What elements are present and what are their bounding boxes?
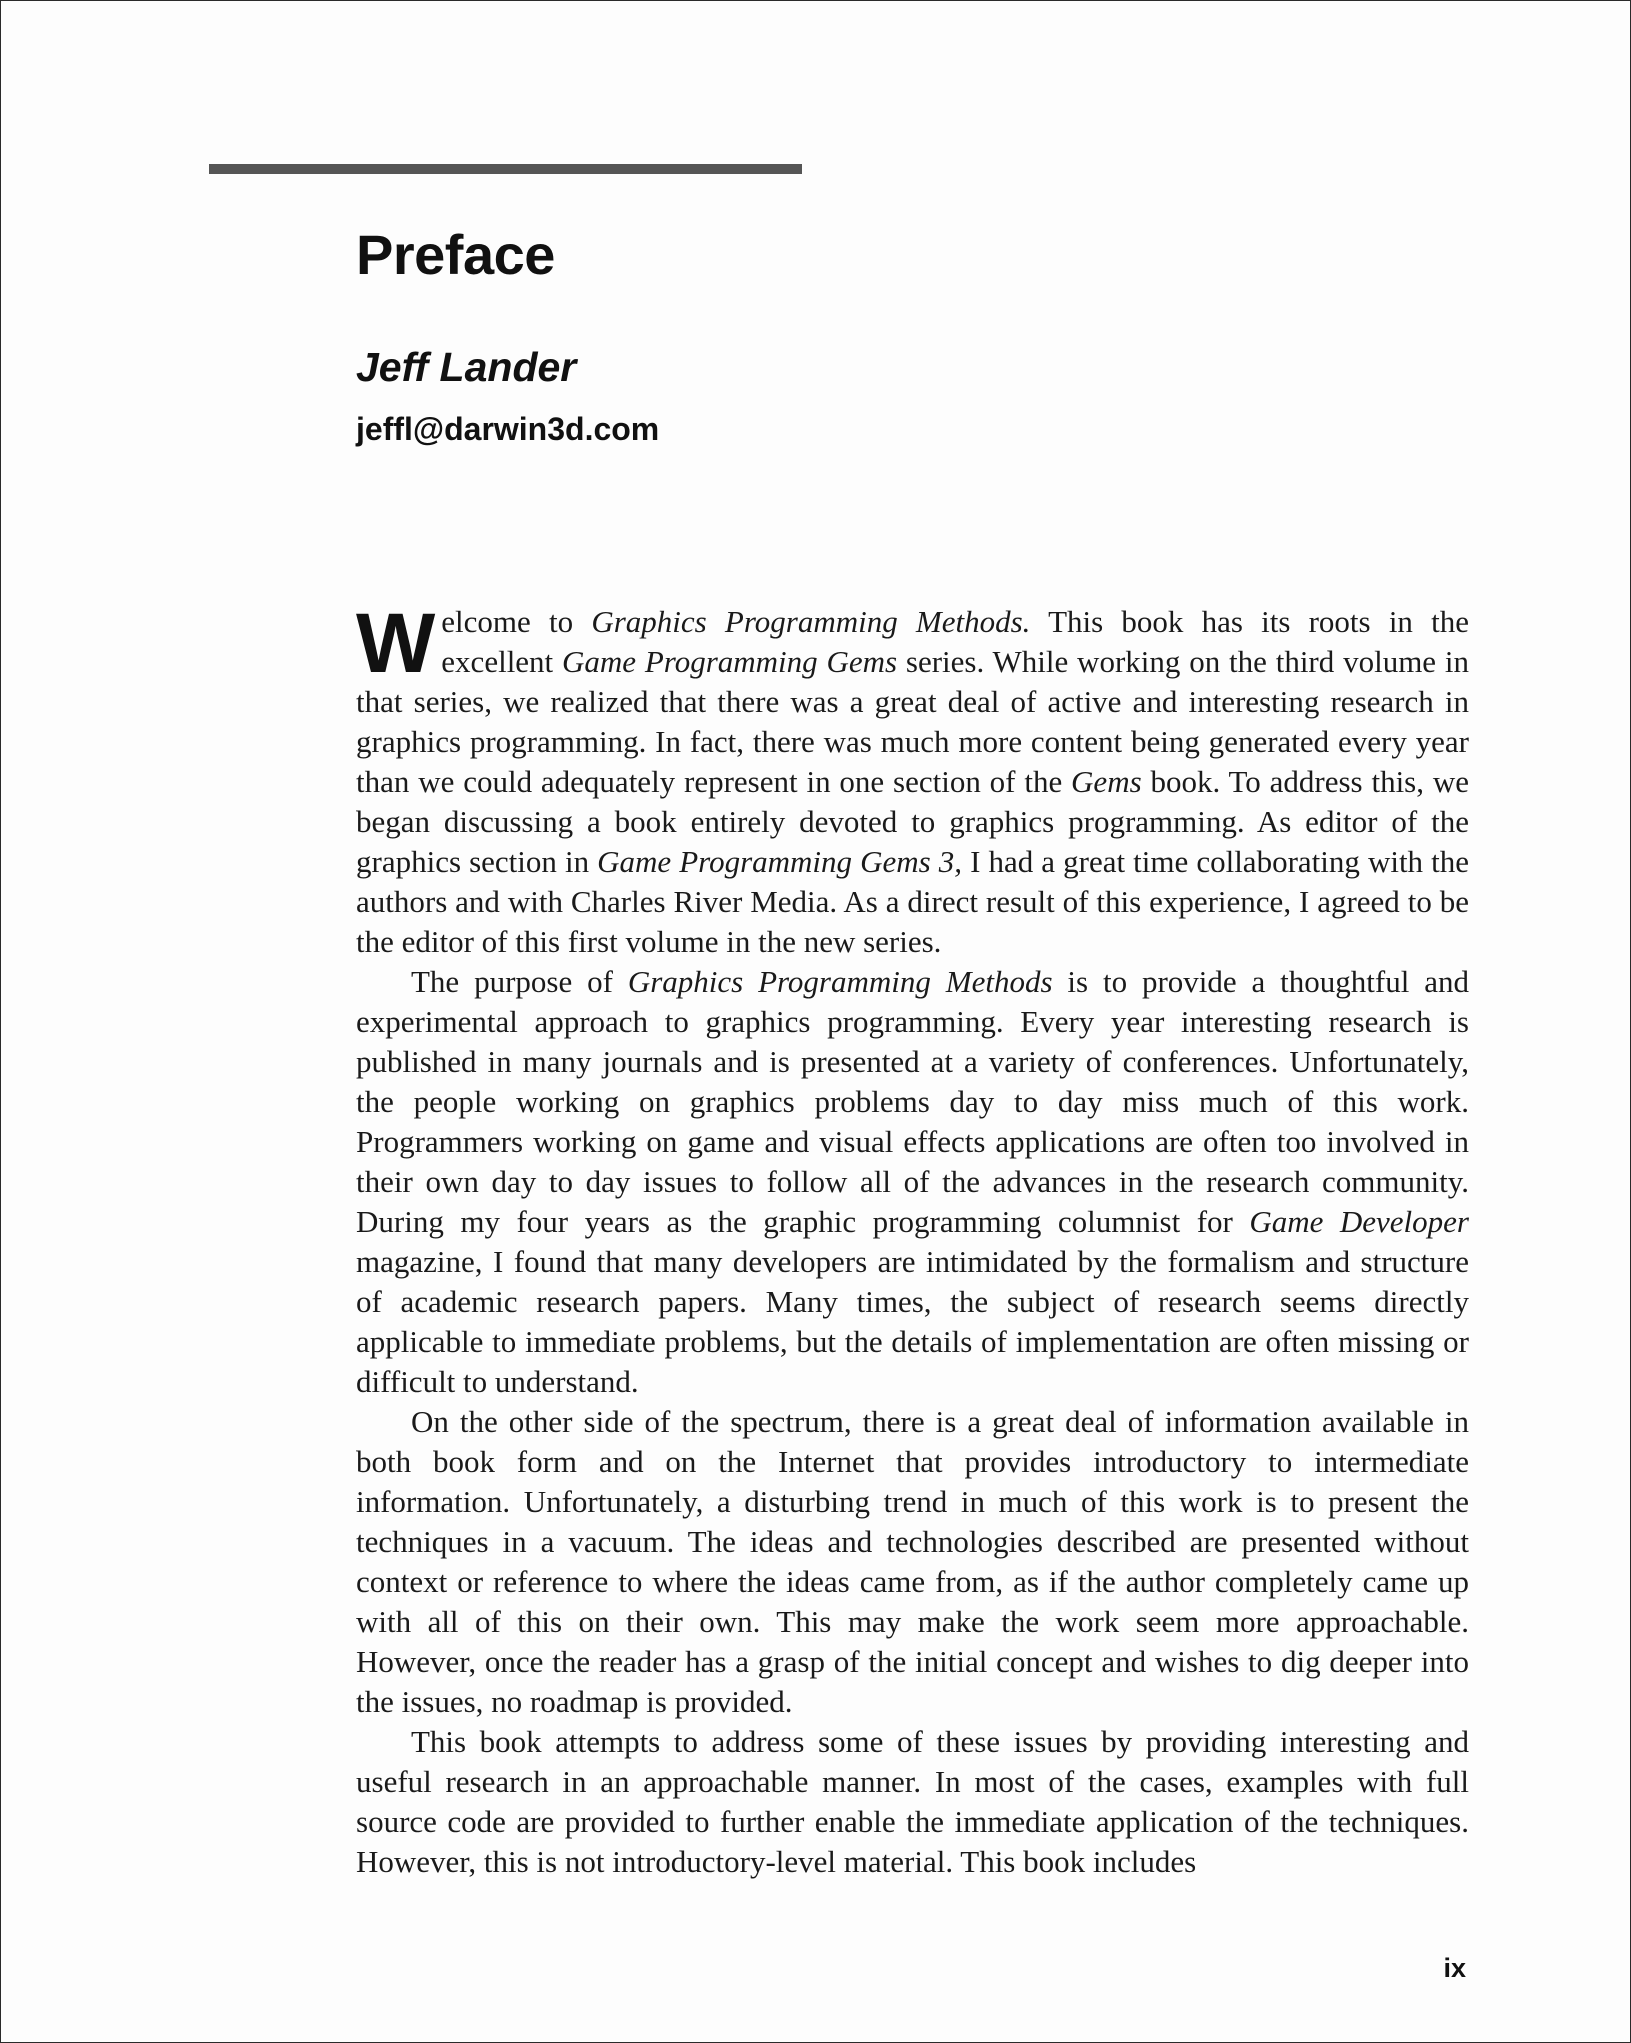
magazine-title: Game Developer bbox=[1249, 1204, 1469, 1239]
paragraph-3: On the other side of the spectrum, there is a great deal of information available in both book form and on the Internet that provides introductory to intermediate information. Unfortunately, a disturbing trend in much of this work is to present the techniques in a vacuum. The ideas and technologies described are presented without context or reference to where the ideas came from, as if the author completely came up with all of this on their own. This may make the work seem more approachable. However, once the reader has a grasp of the initial concept and wishes to dig deeper into the issues, no roadmap is provided. bbox=[356, 1404, 1469, 1719]
paragraph-2 bbox=[356, 962, 1469, 1402]
paragraph-4: This book attempts to address some of these issues by providing interesting and useful research in an approachable manner. In most of the cases, examples with full source code are provided to further enable the immediate application of the techniques. However, this is not introductory-level material. This book includes bbox=[356, 1724, 1469, 1879]
text-run: book. To address this, we began discussing a book entirely devoted to graphics programming. As editor of the graphics section in bbox=[356, 764, 1469, 879]
chapter-rule bbox=[209, 164, 802, 174]
page-title: Preface bbox=[356, 223, 555, 286]
text-run: The purpose of bbox=[411, 964, 628, 999]
book-title: Graphics Programming Methods. bbox=[591, 604, 1031, 639]
book-title: Game Programming Gems bbox=[562, 644, 898, 679]
author-email: jeffl@darwin3d.com bbox=[356, 411, 660, 447]
author-name: Jeff Lander bbox=[356, 344, 577, 390]
text-run: series. While working on the third volume in that series, we realized that there was a great deal of active and interesting research in graphics programming. In fact, there was much more content being generated every year than we could adequately represent in one section of the bbox=[356, 644, 1469, 799]
text-run: This book has its roots in the excellent bbox=[441, 604, 1469, 679]
book-title: Game Programming Gems 3, bbox=[597, 844, 963, 879]
text-run: elcome to bbox=[441, 604, 592, 639]
page-number: ix bbox=[1443, 1953, 1466, 1983]
drop-cap: W bbox=[356, 596, 436, 690]
paragraph-1 bbox=[356, 596, 1469, 962]
book-title: Gems bbox=[1071, 764, 1142, 799]
body-text bbox=[356, 596, 1469, 1882]
book-title: Graphics Programming Methods bbox=[627, 964, 1053, 999]
text-run: magazine, I found that many developers are intimidated by the formalism and structure of academic research papers. Many times, the subject of research seems directly applicable to immediate problems, but the details of implementation are often missing or difficult to understand. bbox=[356, 1244, 1469, 1399]
text-run: I had a great time collaborating with the authors and with Charles River Media. As a direct result of this experience, I agreed to be the editor of this first volume in the new series. bbox=[356, 844, 1469, 959]
text-run: is to provide a thoughtful and experimental approach to graphics programming. Every year interesting research is published in many journals and is presented at a variety of conferences. Unfortunately, the people working on graphics problems day to day miss much of this work. Programmers working on game and visual effects applications are often too involved in their own day to day issues to follow all of the advances in the research community. During my four years as the graphic programming columnist for bbox=[356, 964, 1469, 1239]
